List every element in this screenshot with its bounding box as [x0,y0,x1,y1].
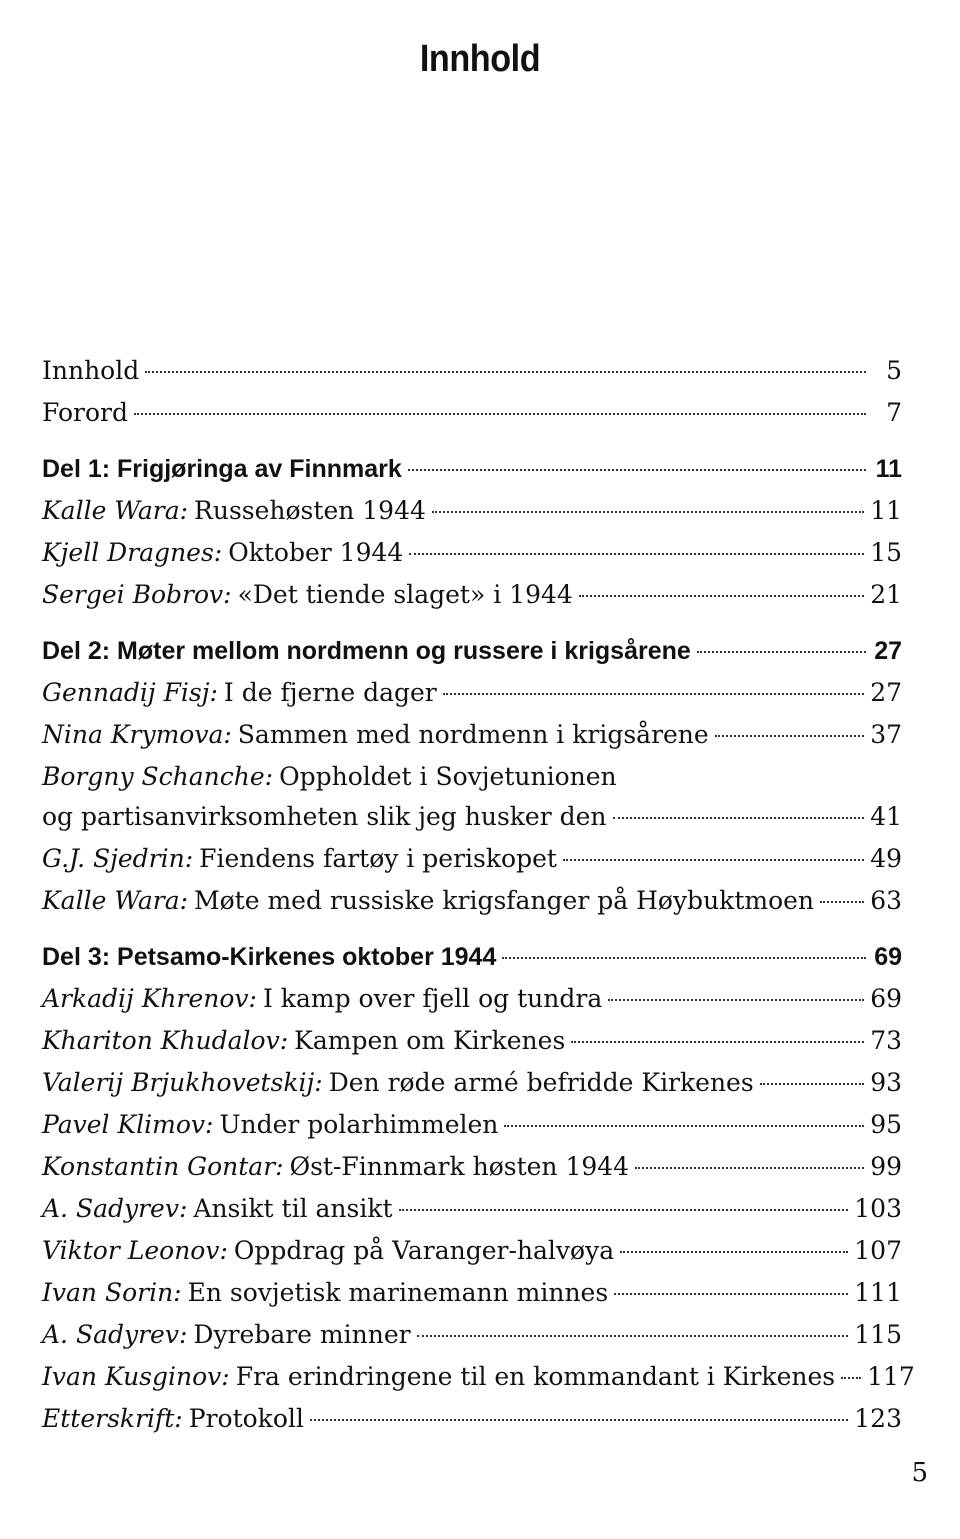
toc-entry-author: Khariton Khudalov: [42,1026,289,1055]
toc-entry-first-line[interactable] [42,756,902,796]
toc-entry-forord[interactable] [42,392,902,434]
toc-entry[interactable] [42,1020,902,1062]
toc-entry-author: Nina Krymova: [42,720,232,749]
toc-entry-title: Innhold [42,356,140,385]
toc-entry-author: Kalle Wara: [42,886,189,915]
toc-entry[interactable] [42,490,902,532]
dot-leader [504,1125,864,1127]
toc-entry-author: A. Sadyrev: [42,1194,188,1223]
toc-entry[interactable] [42,1230,902,1272]
toc-page-number: 15 [870,538,902,567]
part-heading-text: Del 1: Frigjøringa av Finnmark [42,455,402,483]
dot-leader [620,1251,848,1253]
part-heading-text: Del 3: Petsamo-Kirkenes oktober 1944 [42,943,497,971]
page-folio: 5 [911,1458,928,1488]
toc-page-number: 73 [870,1026,902,1055]
toc-page-number: 69 [870,984,902,1013]
toc-page-number: 41 [870,802,902,831]
dot-leader [841,1377,861,1379]
toc-page-number: 107 [854,1236,902,1265]
toc-entry-title: Den røde armé befridde Kirkenes [328,1068,754,1097]
toc-entry-author: Valerij Brjukhovetskij: [42,1068,323,1097]
dot-leader [502,957,866,959]
toc-page-number: 123 [854,1404,902,1433]
toc-page-number: 49 [870,844,902,873]
toc-entry[interactable] [42,1356,915,1398]
toc-entry-title: Oktober 1944 [228,538,404,567]
toc-entry-title: «Det tiende slaget» i 1944 [237,580,573,609]
toc-entry-title: I kamp over fjell og tundra [262,984,603,1013]
toc-entry-author: Etterskrift: [42,1404,183,1433]
toc-entry-author: Kalle Wara: [42,496,189,525]
dot-leader [417,1335,849,1337]
toc-entry[interactable] [42,1398,902,1440]
page-title: Innhold [419,38,541,80]
toc-entry-author: G.J. Sjedrin: [42,844,194,873]
toc-page-number: 27 [870,678,902,707]
toc-entry-title: Protokoll [188,1404,304,1433]
toc-entry-title: Under polarhimmelen [219,1110,499,1139]
toc-entry-innhold[interactable] [42,350,902,392]
toc-part-2-heading[interactable] [42,630,902,672]
toc-entry-title: Oppdrag på Varanger-halvøya [233,1236,615,1265]
dot-leader [409,553,864,555]
toc-entry[interactable] [42,574,902,616]
toc-entry[interactable] [42,672,902,714]
toc-entry-title: Fiendens fartøy i periskopet [199,844,557,873]
dot-leader [760,1083,865,1085]
toc-entry-title: Kampen om Kirkenes [294,1026,566,1055]
dot-leader [408,469,866,471]
toc-page-number: 93 [870,1068,902,1097]
dot-leader [443,693,864,695]
toc-entry-author: A. Sadyrev: [42,1320,188,1349]
toc-page-number: 115 [854,1320,902,1349]
toc-entry[interactable] [42,532,902,574]
toc-entry[interactable] [42,978,902,1020]
toc-entry-title: Fra erindringene til en kommandant i Kirkenes [235,1362,836,1391]
toc-entry-author: Ivan Sorin: [42,1278,182,1307]
toc-page-number: 5 [886,356,902,385]
dot-leader [613,817,865,819]
toc-page-number: 21 [870,580,902,609]
toc-entry-author: Konstantin Gontar: [42,1152,284,1181]
toc-part-1-heading[interactable] [42,448,902,490]
toc-entry[interactable] [42,1062,902,1104]
toc-entry-title: Oppholdet i Sovjetunionen [279,762,617,791]
toc-page-number: 27 [874,637,902,665]
toc-entry[interactable] [42,714,902,756]
toc-entry-author: Kjell Dragnes: [42,538,223,567]
toc-entry-author: Gennadij Fisj: [42,678,218,707]
toc-page-number: 63 [870,886,902,915]
toc-entry-author: Viktor Leonov: [42,1236,228,1265]
toc-page-number: 11 [870,496,902,525]
toc-page-number: 111 [854,1278,902,1307]
toc-entry-author: Arkadij Khrenov: [42,984,257,1013]
toc-entry-title: Øst-Finnmark høsten 1944 [289,1152,630,1181]
dot-leader [310,1419,848,1421]
toc-part-3-heading[interactable] [42,936,902,978]
toc-entry[interactable] [42,1104,902,1146]
toc-entry-author: Borgny Schanche: [42,762,274,791]
toc-entry-title: Forord [42,398,128,427]
toc-entry[interactable] [42,1146,902,1188]
toc-page-number: 103 [854,1194,902,1223]
dot-leader [145,371,866,373]
dot-leader [579,595,864,597]
toc-page-number: 7 [886,398,902,427]
dot-leader [635,1167,864,1169]
toc-page-number: 95 [870,1110,902,1139]
dot-leader [134,413,866,415]
toc-entry-author: Ivan Kusginov: [42,1362,230,1391]
toc-page-number: 11 [875,455,902,483]
dot-leader [399,1209,849,1211]
toc-entry[interactable] [42,880,902,922]
toc-entry-title: Ansikt til ansikt [193,1194,393,1223]
toc-entry[interactable] [42,1272,902,1314]
toc-entry[interactable] [42,838,902,880]
toc-entry-title: En sovjetisk marinemann minnes [187,1278,609,1307]
table-of-contents [42,350,915,1440]
toc-entry-title: Sammen med nordmenn i krigsårene [237,720,709,749]
dot-leader [715,735,864,737]
toc-page-number: 37 [870,720,902,749]
dot-leader [608,999,864,1001]
toc-entry-author: Pavel Klimov: [42,1110,214,1139]
toc-entry-author: Sergei Bobrov: [42,580,232,609]
toc-entry[interactable] [42,1314,902,1356]
dot-leader [697,651,866,653]
toc-entry-title-continuation: og partisanvirksomheten slik jeg husker den [42,802,607,831]
toc-entry-continuation[interactable] [42,796,902,838]
part-heading-text: Del 2: Møter mellom nordmenn og russere i krigsårene [42,637,691,665]
toc-entry-title: Møte med russiske krigsfanger på Høybuktmoen [194,886,815,915]
dot-leader [432,511,864,513]
dot-leader [820,901,864,903]
toc-entry-title: Dyrebare minner [193,1320,411,1349]
dot-leader [563,859,864,861]
toc-page-number: 117 [867,1362,915,1391]
toc-entry-title: Russehøsten 1944 [194,496,426,525]
toc-page-number: 69 [874,943,902,971]
toc-entry[interactable] [42,1188,902,1230]
toc-entry-title: I de fjerne dager [223,678,437,707]
dot-leader [571,1041,864,1043]
dot-leader [614,1293,848,1295]
toc-page-number: 99 [870,1152,902,1181]
